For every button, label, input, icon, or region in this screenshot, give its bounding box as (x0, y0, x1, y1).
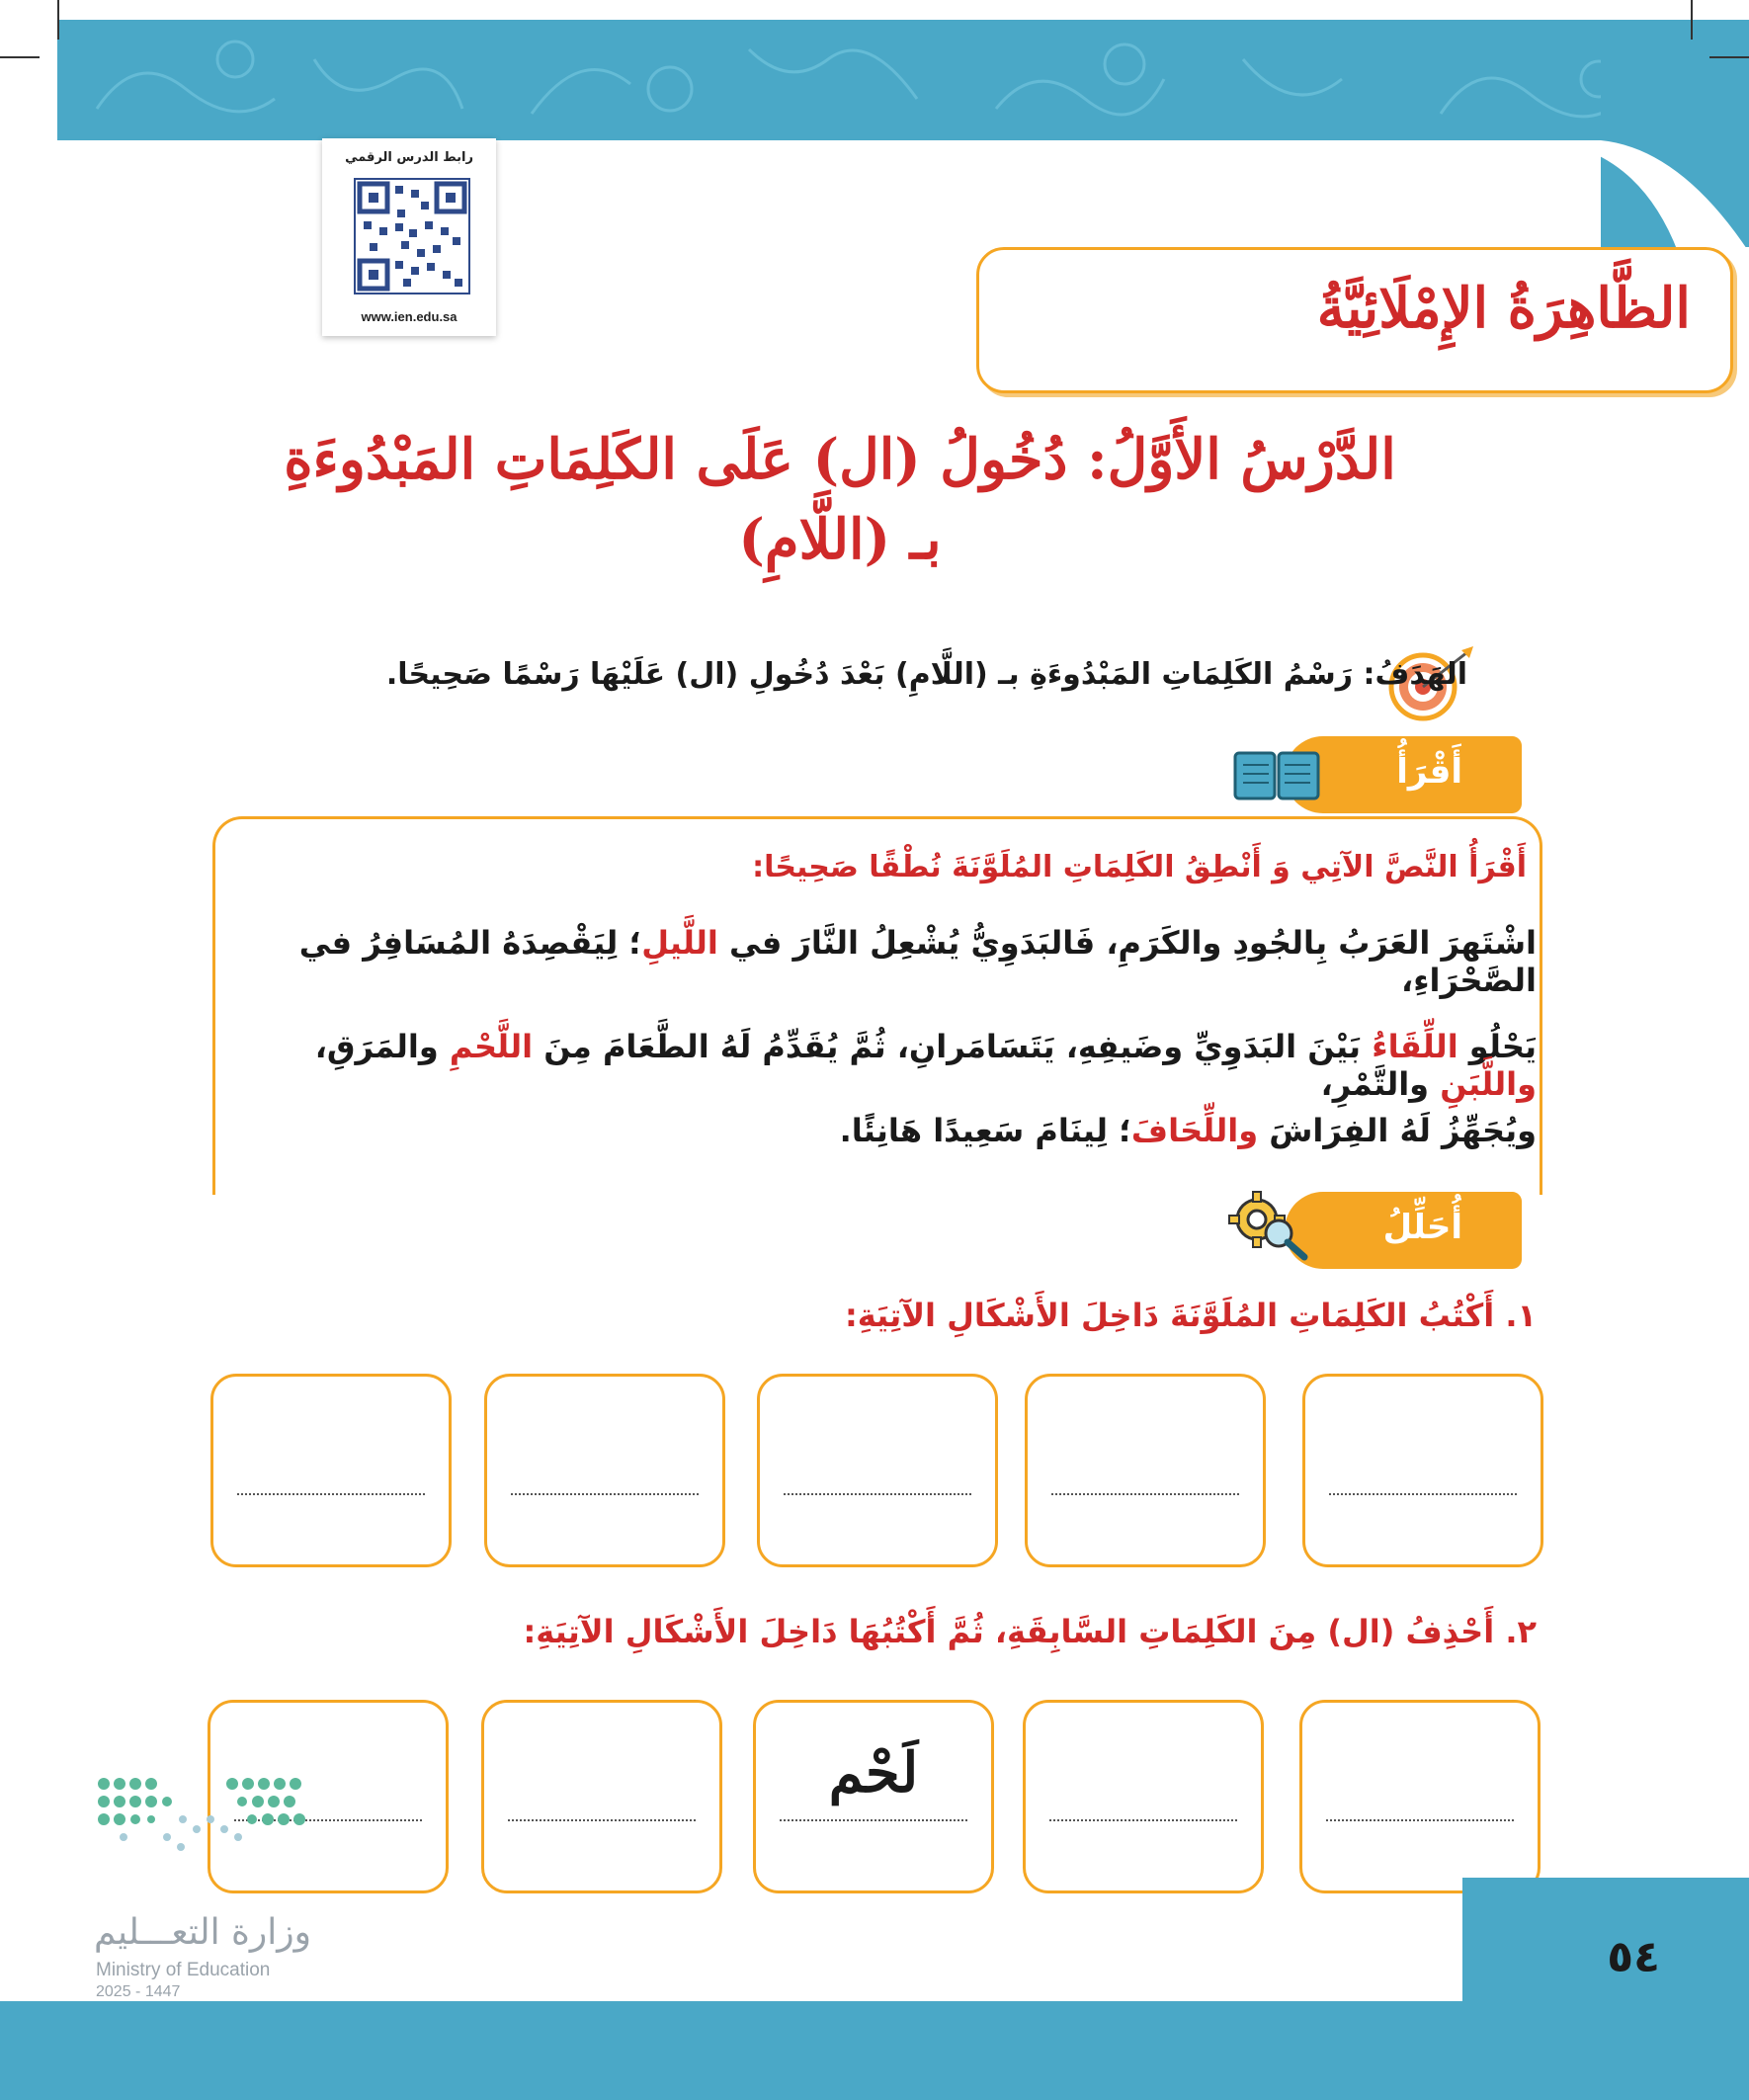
ministry-name-english: Ministry of Education (96, 1960, 271, 1980)
answer-line (1326, 1819, 1514, 1821)
text-segment: ؛ لِينَامَ سَعِيدًا هَانِئًا. (839, 1112, 1131, 1149)
gear-magnifier-icon (1225, 1186, 1314, 1265)
highlighted-word: اللَّحْمِ (449, 1028, 534, 1065)
ministry-name-arabic: وزارة التعـــليم (94, 1912, 312, 1953)
ministry-logo-icon (94, 1774, 311, 1892)
answer-box[interactable] (210, 1374, 452, 1567)
goal-statement (84, 657, 1467, 692)
paragraph-line-3 (212, 1112, 1537, 1149)
example-answer: لَحْم (828, 1740, 919, 1806)
answer-line (511, 1493, 699, 1495)
answer-box[interactable] (481, 1700, 722, 1893)
answer-box[interactable] (1023, 1700, 1264, 1893)
example-answer-box[interactable] (753, 1700, 994, 1893)
text-segment: والمَرَقِ، (314, 1028, 450, 1065)
answer-box[interactable] (1299, 1700, 1541, 1893)
text-segment: ؛ لِيَقْصِدَهُ المُسَافِرُ في الصَّحْرَاءِ، (298, 924, 1537, 1000)
paragraph-line-2 (212, 1028, 1537, 1104)
question-2: ٢. أَحْذِفُ (ال) مِنَ الكَلِمَاتِ السَّابِقَةِ، ثُمَّ أَكْتُبُهَا دَاخِلَ الأَشْكَالِ الآتِيَةِ: (523, 1613, 1537, 1650)
text-segment: يَحْلُو (1458, 1028, 1537, 1065)
lesson-title (198, 420, 1482, 580)
footer-accent (1462, 1878, 1749, 2001)
qr-card[interactable] (322, 138, 496, 336)
highlighted-word: اللِّقَاءُ (1372, 1028, 1458, 1065)
reading-instruction: أَقْرَأُ النَّصَّ الآتِي وَ أَنْطِقُ الكَلِمَاتِ المُلَوَّنَةَ نُطْقًا صَحِيحًا: (752, 850, 1527, 884)
answer-box[interactable] (1025, 1374, 1266, 1567)
answer-line (1051, 1493, 1239, 1495)
lesson-title-line1: الدَّرْسُ الأَوَّلُ: دُخُولُ (ال) عَلَى الكَلِمَاتِ المَبْدُوءَةِ (284, 427, 1396, 492)
tab-analyze-label: أُحَلِّلُ (1382, 1208, 1462, 1247)
text-segment: ويُجَهِّزُ لَهُ الفِرَاشَ (1258, 1112, 1537, 1149)
answer-box[interactable] (484, 1374, 725, 1567)
answer-line (780, 1819, 967, 1821)
crop-mark (1709, 56, 1749, 58)
edition-year: 2025 - 1447 (96, 1983, 181, 2000)
qr-code-icon[interactable] (354, 178, 470, 294)
qr-url[interactable]: www.ien.edu.sa (361, 309, 458, 324)
answer-line (237, 1493, 425, 1495)
page-number: ٥٤ (1607, 1932, 1660, 1982)
tab-analyze (1285, 1192, 1522, 1269)
lesson-title-line2: بـ (اللَّامِ) (738, 507, 942, 573)
answer-line (1049, 1819, 1237, 1821)
highlighted-word: اللَّيلِ (641, 924, 718, 962)
crop-mark (57, 0, 59, 40)
tab-read-label: أَقْرَأُ (1396, 752, 1462, 792)
crop-mark (0, 56, 40, 58)
answer-line (784, 1493, 971, 1495)
section-title: الظَّاهِرَةُ الإِمْلَائِيَّةُ (1316, 276, 1691, 341)
answer-box[interactable] (757, 1374, 998, 1567)
answer-line (508, 1819, 696, 1821)
text-segment: بَيْنَ البَدَوِيِّ وضَيفِهِ، يَتَسَامَرانِ، ثُمَّ يُقَدِّمُ لَهُ الطَّعَامَ مِنَ (533, 1028, 1373, 1065)
qr-caption: رابط الدرس الرقمي (345, 150, 473, 165)
open-book-icon (1233, 749, 1322, 803)
crop-mark (1691, 0, 1693, 40)
text-segment: والتَّمْرِ، (1320, 1065, 1441, 1104)
highlighted-word: واللِّحَافَ (1130, 1112, 1259, 1149)
highlighted-word: واللَّبَنِ (1440, 1065, 1537, 1104)
goal-label: الهَدَفُ: (1363, 657, 1467, 692)
answer-box[interactable] (1302, 1374, 1543, 1567)
header-wave (0, 0, 1749, 257)
goal-text: رَسْمُ الكَلِمَاتِ المَبْدُوءَةِ بـ (اللَّامِ) بَعْدَ دُخُولِ (ال) عَلَيْهَا رَسْمًا صَحِيحًا. (385, 657, 1354, 692)
footer-band (0, 2001, 1749, 2100)
answer-line (1329, 1493, 1517, 1495)
section-title-box (976, 247, 1733, 393)
paragraph-line-1 (212, 924, 1537, 1000)
text-segment: اشْتَهرَ العَرَبُ بِالجُودِ والكَرَمِ، فَالبَدَوِيُّ يُشْعِلُ النَّارَ في (717, 924, 1537, 962)
question-1: ١. أَكْتُبُ الكَلِمَاتِ المُلَوَّنَةَ دَاخِلَ الأَشْكَالِ الآتِيَةِ: (844, 1297, 1537, 1334)
